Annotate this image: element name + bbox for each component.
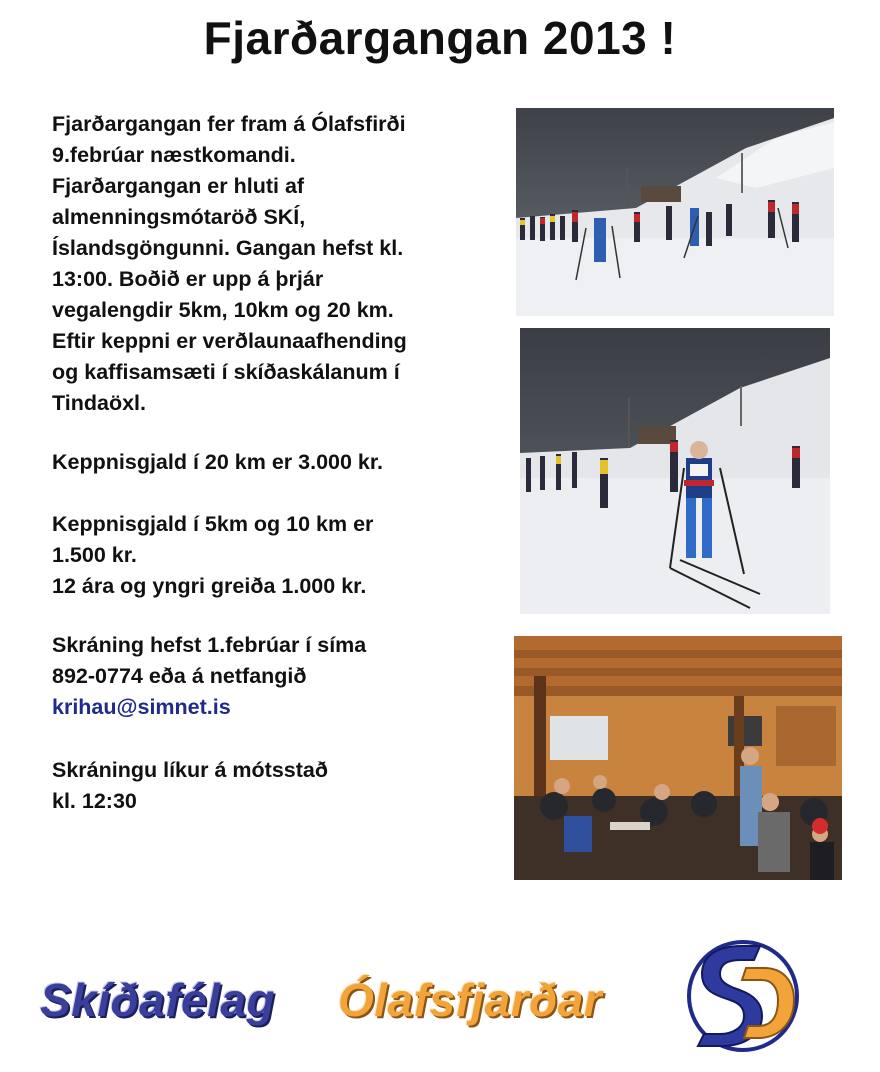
- registration-line: 892-0774 eða á netfangið: [52, 664, 307, 688]
- sd-club-logo-icon: [684, 934, 802, 1059]
- closing-line: Skráningu líkur á mótsstað: [52, 758, 328, 782]
- registration-paragraph: [52, 630, 366, 723]
- lodge-gathering-photo: [514, 636, 842, 880]
- fee-20km-line: Keppnisgjald í 20 km er 3.000 kr.: [52, 450, 384, 474]
- intro-line: Eftir keppni er verðlaunaafhending: [52, 329, 407, 353]
- intro-paragraph: [52, 109, 407, 419]
- intro-line: Íslandsgöngunni. Gangan hefst kl.: [52, 236, 404, 260]
- intro-line: almenningsmótaröð SKÍ,: [52, 205, 306, 229]
- intro-line: vegalengdir 5km, 10km og 20 km.: [52, 298, 394, 322]
- club-name-word-2: Ólafsfjarðar: [338, 974, 603, 1026]
- ski-race-photo-2: [520, 328, 830, 614]
- intro-line: Fjarðargangan fer fram á Ólafsfirði: [52, 112, 406, 136]
- intro-line: Fjarðargangan er hluti af: [52, 174, 305, 198]
- intro-line: 9.febrúar næstkomandi.: [52, 143, 296, 167]
- page-title: Fjarðargangan 2013 !: [203, 12, 677, 64]
- fee-20km: [52, 447, 383, 478]
- intro-line: 13:00. Boðið er upp á þrjár: [52, 267, 324, 291]
- intro-line: Tindaöxl.: [52, 391, 146, 415]
- fee-short-line: Keppnisgjald í 5km og 10 km er: [52, 512, 374, 536]
- closing-line: kl. 12:30: [52, 789, 137, 813]
- fee-short-line: 1.500 kr.: [52, 543, 137, 567]
- fee-short-paragraph: [52, 509, 373, 602]
- closing-paragraph: [52, 755, 328, 817]
- email-link[interactable]: krihau@simnet.is: [52, 695, 231, 719]
- intro-line: og kaffisamsæti í skíðaskálanum í: [52, 360, 400, 384]
- ski-race-photo-1: [516, 108, 834, 316]
- registration-line: Skráning hefst 1.febrúar í síma: [52, 633, 367, 657]
- fee-youth-line: 12 ára og yngri greiða 1.000 kr.: [52, 574, 367, 598]
- club-name-word-1: Skíðafélag: [40, 974, 276, 1026]
